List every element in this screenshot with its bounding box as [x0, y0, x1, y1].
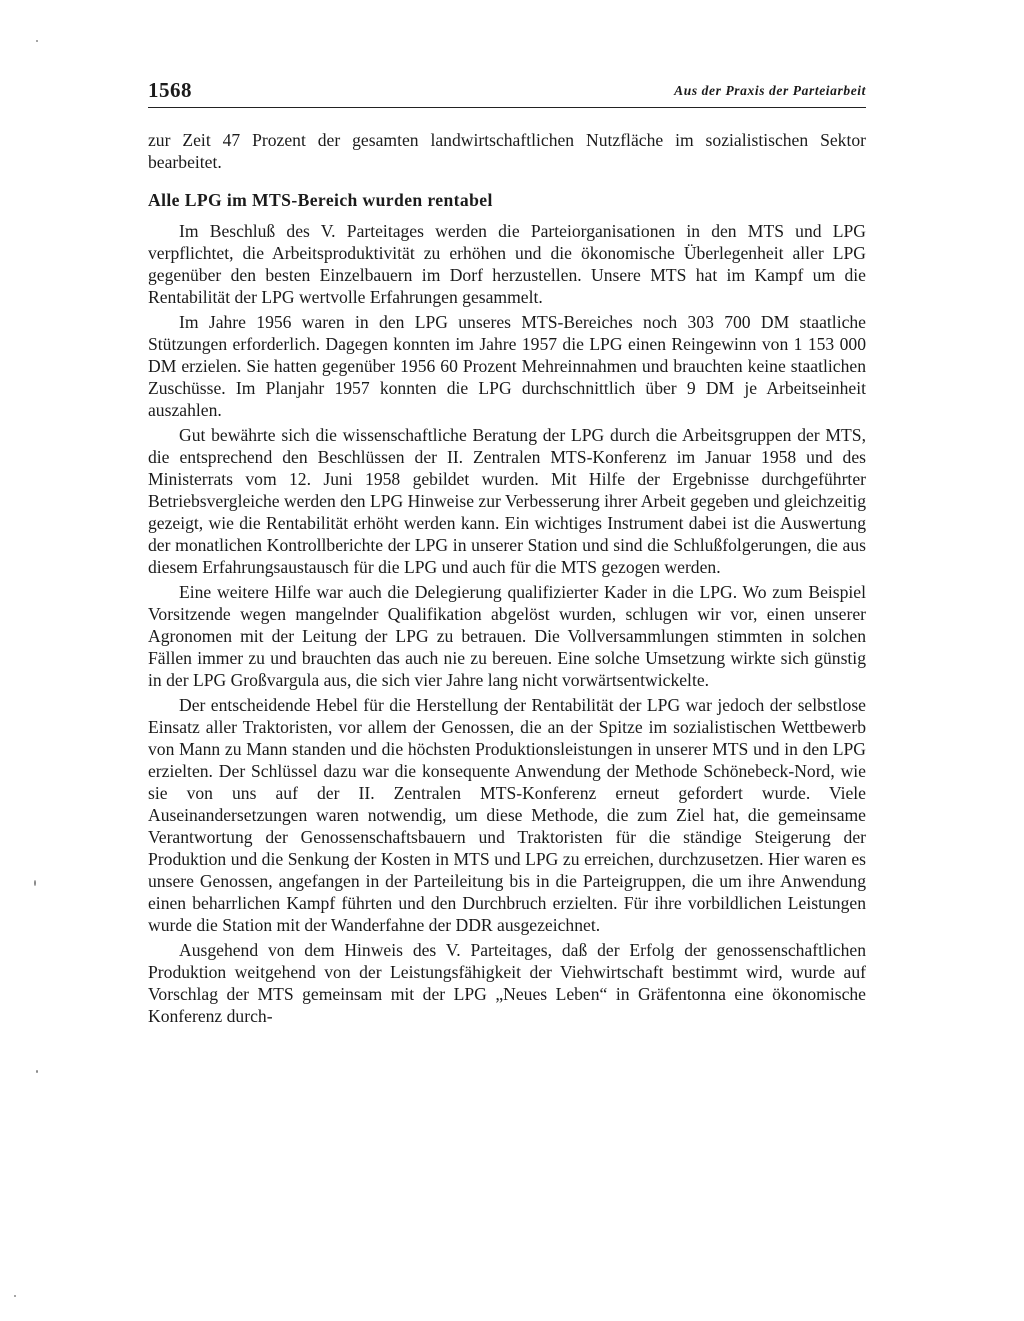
paragraph: Der entscheidende Hebel für die Herstellung der Rentabilität der LPG war jedoch der selbstlose Einsatz aller Traktoristen, vor allem der Genossen, die an der Spitze im sozialistischen Wettbewerb von Mann zu Mann standen und die höchsten Produktionsleistungen in unserer MTS und in den LPG erzielten. Der Schlüssel dazu war die konsequente Anwendung der Methode Schönebeck-Nord, wie sie von uns auf der II. Zentralen MTS-Konferenz erneut gefordert wurde. Viele Auseinandersetzungen waren notwendig, um diese Methode, die zum Ziel hat, die gemeinsame Verantwortung der Genossenschaftsbauern und Traktoristen für die ständige Steigerung der Produktion und die Senkung der Kosten in MTS und LPG zu erreichen, durchzusetzen. Hier waren es unsere Genossen, angefangen in der Parteileitung bis in die Parteigruppen, die um ihre Anwendung einen beharrlichen Kampf führten und den Durchbruch erzielten. Für ihre vorbildlichen Leistungen wurde die Station mit der Wanderfahne der DDR ausgezeichnet. — [148, 695, 866, 935]
header-rule — [148, 107, 866, 108]
body-text — [148, 129, 866, 1030]
paragraph: Eine weitere Hilfe war auch die Delegierung qualifizierter Kader in die LPG. Wo zum Beispiel Vorsitzende wegen mangelnder Qualifikation abgelöst wurden, schlugen wir vor, einen unserer Agronomen mit der Leitung der LPG zu betrauen. Die Vollversammlungen stimmten in solchen Fällen immer zu und brauchten das auch nie zu bereuen. Eine solche Umsetzung wirkte sich günstig in der LPG Großvargula aus, die sich vier Jahre lang nicht vorwärtsentwickelte. — [148, 582, 866, 690]
scan-speck — [14, 1295, 16, 1297]
paragraph-continued: zur Zeit 47 Prozent der gesamten landwirtschaftlichen Nutzfläche im sozialistischen Sektor bearbeitet. — [148, 130, 866, 172]
paragraph: Ausgehend von dem Hinweis des V. Parteitages, daß der Erfolg der genossenschaftlichen Produktion weitgehend von der Leistungsfähigkeit der Viehwirtschaft bestimmt wird, wurde auf Vorschlag der MTS gemeinsam mit der LPG „Neues Leben“ in Gräfentonna eine ökonomische Konferenz durch- — [148, 940, 866, 1026]
running-head: Aus der Praxis der Parteiarbeit — [674, 83, 866, 98]
page-number: 1568 — [148, 78, 192, 102]
paragraph: Gut bewährte sich die wissenschaftliche Beratung der LPG durch die Arbeitsgruppen der MTS, die entsprechend den Beschlüssen der II. Zentralen MTS-Konferenz im Januar 1958 und des Ministerrats vom 12. Juni 1958 gebildet wurden. Mit Hilfe der Ergebnisse durchgeführter Betriebsvergleiche werden den LPG Hinweise zur Verbesserung ihrer Arbeit gegeben und gleichzeitig gezeigt, wie die Rentabilität erhöht werden kann. Ein wichtiges Instrument dabei ist die Auswertung der monatlichen Kontrollberichte der LPG in unserer Station und sind die Schlußfolgerungen, die aus diesem Erfahrungsaustausch für die LPG und auch für die MTS gezogen werden. — [148, 425, 867, 577]
paragraph: Im Beschluß des V. Parteitages werden die Parteiorganisationen in den MTS und LPG verpflichtet, die Arbeitsproduktivität zu erhöhen und die ökonomische Überlegenheit aller LPG gegenüber den besten Einzelbauern im Dorf herzustellen. Unsere MTS hat im Kampf um die Rentabilität der LPG wertvolle Erfahrungen gesammelt. — [148, 221, 866, 307]
page-header — [148, 78, 866, 108]
section-heading: Alle LPG im MTS-Bereich wurden rentabel — [148, 190, 493, 210]
paragraph: Im Jahre 1956 waren in den LPG unseres MTS-Bereiches noch 303 700 DM staatliche Stützungen erforderlich. Dagegen konnten im Jahre 1957 die LPG einen Reingewinn von 1 153 000 DM erzielen. Sie hatten gegenüber 1956 60 Prozent Mehreinnahmen und brauchten keine staatlichen Zuschüsse. Im Planjahr 1957 konnten die LPG durchschnittlich über 9 DM je Arbeitseinheit auszahlen. — [148, 312, 866, 420]
scan-speck — [36, 1070, 38, 1073]
scan-speck — [36, 40, 38, 42]
scan-speck — [34, 880, 36, 886]
